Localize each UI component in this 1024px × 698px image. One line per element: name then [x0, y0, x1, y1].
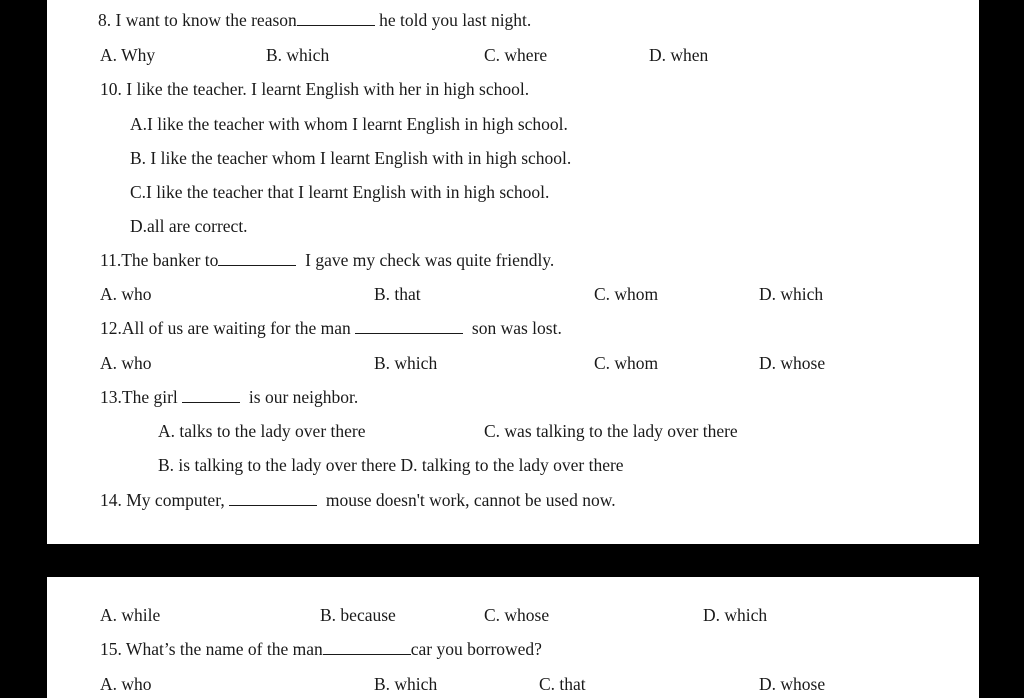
- question-12-option-a: A. who: [100, 353, 152, 373]
- question-15-stem-end: car you borrowed?: [410, 639, 542, 659]
- answer-blank: [229, 491, 317, 506]
- question-14-stem-end: mouse doesn't work, cannot be used now.: [325, 490, 616, 510]
- question-12-option-c: C. whom: [594, 353, 659, 373]
- answer-blank: [355, 319, 463, 334]
- question-14-option-b: B. because: [320, 605, 396, 625]
- question-8-stem-start: 8. I want to know the reason: [98, 10, 297, 30]
- question-12-option-b: B. which: [374, 353, 438, 373]
- question-14-option-d: D. which: [703, 605, 768, 625]
- question-8: [98, 10, 531, 30]
- question-15-option-d: D. whose: [759, 674, 826, 694]
- question-10-option-d: D.all are correct.: [130, 216, 248, 236]
- question-13-stem-start: 13.The girl: [100, 387, 178, 407]
- question-13-option-c: C. was talking to the lady over there: [484, 421, 738, 441]
- question-10-stem: 10. I like the teacher. I learnt English with her in high school.: [100, 79, 530, 99]
- question-14-stem-start: 14. My computer,: [100, 490, 225, 510]
- question-10-option-a: A.I like the teacher with whom I learnt English in high school.: [130, 114, 568, 134]
- question-8-option-c: C. where: [484, 45, 548, 65]
- question-11-option-d: D. which: [759, 284, 824, 304]
- question-12-stem-start: 12.All of us are waiting for the man: [100, 318, 351, 338]
- question-14-option-c: C. whose: [484, 605, 550, 625]
- question-15: [100, 639, 542, 659]
- question-14-option-a: A. while: [100, 605, 161, 625]
- question-13: [100, 387, 358, 407]
- question-8-option-b: B. which: [266, 45, 330, 65]
- answer-blank: [297, 11, 375, 26]
- question-8-stem-end: he told you last night.: [379, 10, 532, 30]
- question-10-option-b: B. I like the teacher whom I learnt English with in high school.: [130, 148, 572, 168]
- question-13-option-a: A. talks to the lady over there: [158, 421, 366, 441]
- question-15-option-a: A. who: [100, 674, 152, 694]
- question-12-option-d: D. whose: [759, 353, 826, 373]
- answer-blank: [218, 251, 296, 266]
- worksheet-page-1: [47, 0, 979, 544]
- question-12: [100, 318, 562, 338]
- question-15-option-b: B. which: [374, 674, 438, 694]
- question-14: [100, 490, 616, 510]
- worksheet-page-2: [47, 577, 979, 698]
- question-15-option-c: C. that: [539, 674, 586, 694]
- question-11-option-a: A. who: [100, 284, 152, 304]
- answer-blank: [182, 388, 240, 403]
- question-13-stem-end: is our neighbor.: [248, 387, 359, 407]
- question-8-option-d: D. when: [649, 45, 709, 65]
- question-11-stem-start: 11.The banker to: [100, 250, 219, 270]
- question-11: [100, 250, 554, 270]
- question-8-option-a: A. Why: [100, 45, 156, 65]
- question-11-option-c: C. whom: [594, 284, 659, 304]
- question-11-option-b: B. that: [374, 284, 421, 304]
- answer-blank: [323, 640, 411, 655]
- question-12-stem-end: son was lost.: [471, 318, 562, 338]
- question-13-option-b-d: B. is talking to the lady over there D. talking to the lady over there: [158, 455, 624, 475]
- question-10-option-c: C.I like the teacher that I learnt English with in high school.: [130, 182, 550, 202]
- question-15-stem-start: 15. What’s the name of the man: [100, 639, 323, 659]
- question-11-stem-end: I gave my check was quite friendly.: [305, 250, 555, 270]
